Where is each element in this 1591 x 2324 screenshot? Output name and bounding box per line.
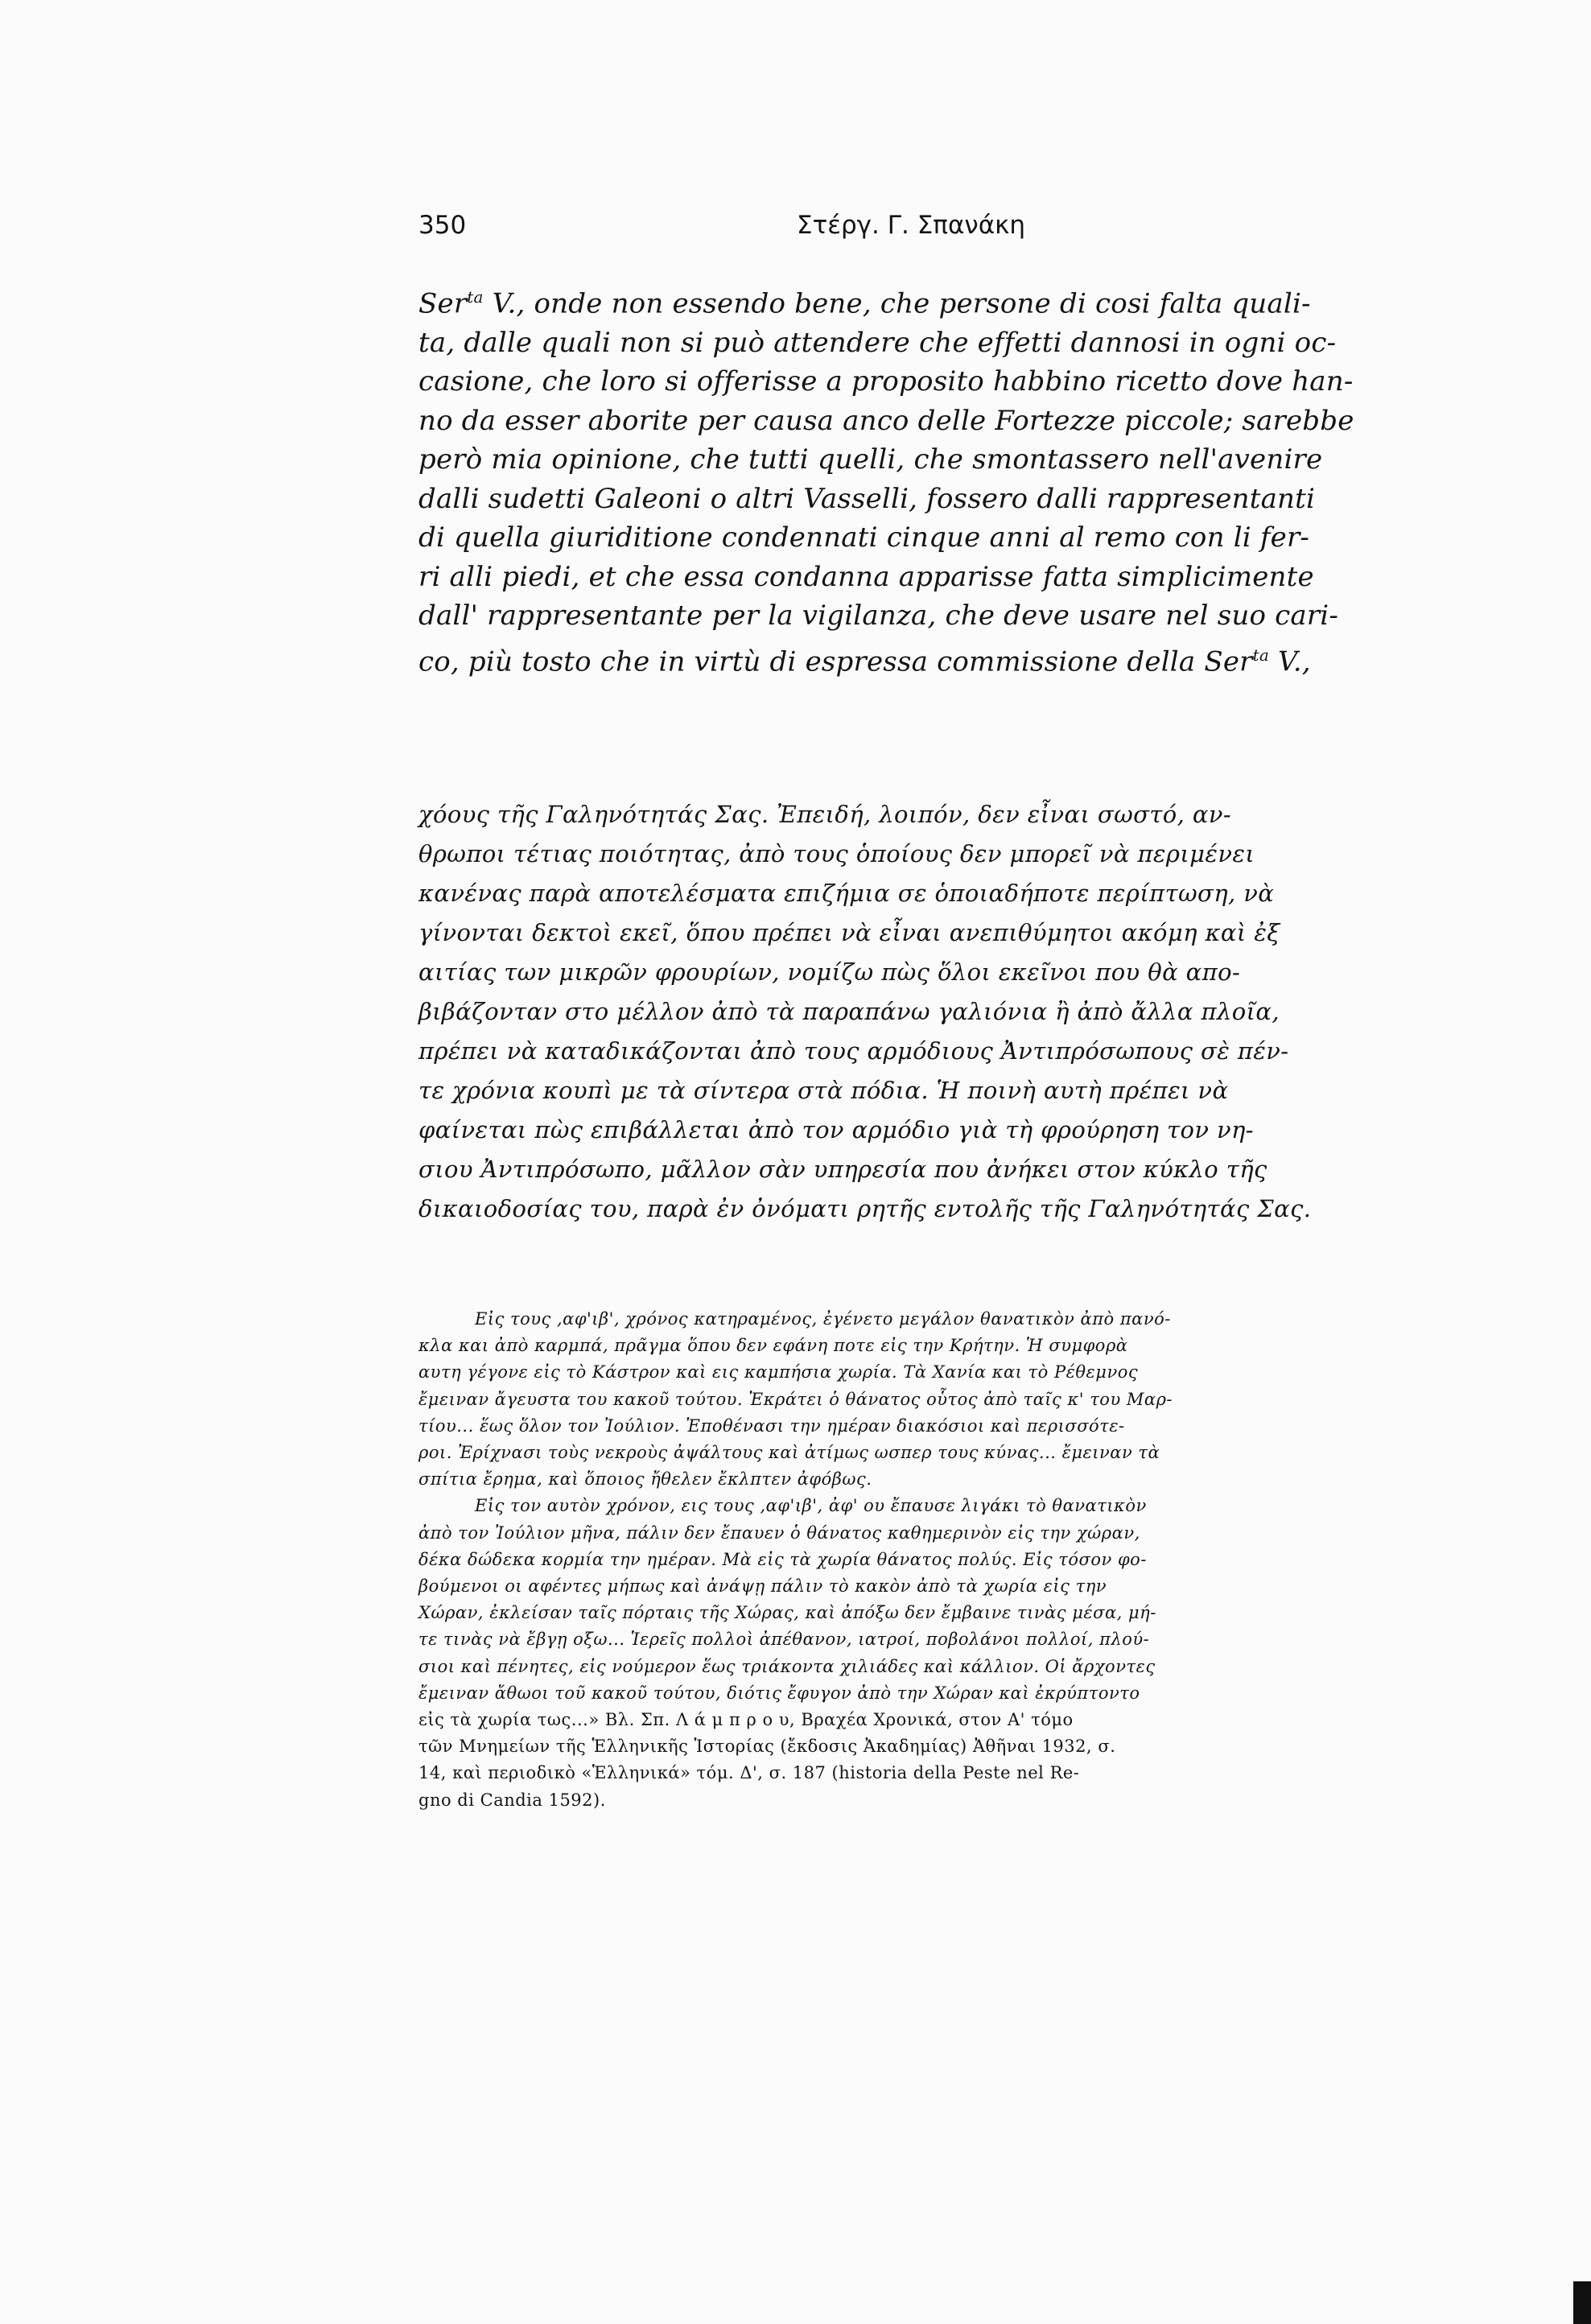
text-line: αιτίας των μικρῶν φρουρίων, νομίζω πὼς ὅλοι εκεῖνοι που θὰ απο- (418, 958, 1241, 986)
footnote-line: σπίτια ἔρημα, καὶ ὅποιος ἤθελεν ἔκλπτεν ἀφόβως. (418, 1469, 872, 1490)
footnote-line: ροι. Ἐρίχνασι τοὺς νεκροὺς ἀψάλτους καὶ ἀτίμως ωσπερ τους κύνας... ἔμειναν τὰ (418, 1443, 1160, 1463)
footnote-line: βούμενοι οι αφέντες μήπως καὶ ἀνάψῃ πάλιν τὸ κακὸν ἀπὸ τὰ χωρία εἰς την (418, 1576, 1107, 1597)
footnote-line: δέκα δώδεκα κορμία την ημέραν. Μὰ εἰς τὰ χωρία θάνατος πολύς. Εἰς τόσον φο- (418, 1549, 1147, 1569)
text-line: no da esser aborite per causa anco delle Fortezze piccole; sarebbe (418, 404, 1354, 437)
text-line: ta, dalle quali non si può attendere che effetti dannosi in ogni oc- (418, 326, 1337, 359)
text-line: Ser$^{ta}$ V., onde non essendo bene, che persone di cosi falta quali- (418, 287, 1311, 320)
text-line: σιου Ἀντιπρόσωπο, μᾶλλον σὰν υπηρεσία που ἀνήκει στον κύκλο τῆς (418, 1156, 1267, 1183)
italian-quotation (418, 278, 1465, 682)
text-line: δικαιοδοσίας του, παρὰ ἐν ὀνόματι ρητῆς εντολῆς τῆς Γαληνότητάς Σας. (418, 1195, 1312, 1222)
text-line: πρέπει νὰ καταδικάζονται ἀπὸ τους αρμόδιους Ἀντιπρόσωπους σὲ πέν- (418, 1037, 1289, 1065)
text-line: dalli sudetti Galeoni o altri Vasselli, fossero dalli rappresentanti (418, 482, 1316, 515)
text-line: κανένας παρὰ αποτελέσματα επιζήμια σε ὁποιαδήποτε περίπτωση, νὰ (418, 880, 1275, 907)
footnote-line: ἔμειναν ἄγευστα του κακοῦ τούτου. Ἐκράτει ὁ θάνατος οὗτος ἀπὸ ταῖς κ' του Μαρ- (418, 1389, 1173, 1409)
footnote-line: ἀπὸ τον Ἰούλιον μῆνα, πάλιν δεν ἔπαυεν ὁ θάνατος καθημερινὸν εἰς την χώραν, (418, 1523, 1140, 1543)
footnote-line: σιοι καὶ πένητες, εἰς νούμερον ἕως τριάκοντα χιλιάδες καὶ κάλλιον. Οἱ ἄρχοντες (418, 1656, 1156, 1676)
footnote-line: τίου... ἕως ὅλον τον Ἰούλιον. Ἐποθένασι την ημέραν διακόσιοι καὶ περισσότε- (418, 1415, 1125, 1436)
footnote (418, 1306, 1465, 1814)
footnote-line: τε τινὰς νὰ ἔβγῃ οξω... Ἱερεῖς πολλοὶ ἀπέθανον, ιατροί, ποβολάνοι πολλοί, πλού- (418, 1630, 1150, 1650)
text-line: χόους τῆς Γαληνότητάς Σας. Ἐπειδή, λοιπόν, δεν εἶναι σωστό, αν- (418, 801, 1232, 828)
text-line: di quella giuriditione condennati cinque anni al remo con li fer- (418, 521, 1310, 554)
text-line: θρωποι τέτιας ποιότητας, ἀπὸ τους ὁποίους δεν μπορεῖ νὰ περιμένει (418, 840, 1255, 867)
text-line: φαίνεται πὼς επιβάλλεται ἀπὸ τον αρμόδιο γιὰ τὴ φρούρηση τον νη- (418, 1116, 1254, 1143)
text-line: co, più tosto che in virtù di espressa commissione della Ser$^{ta}$ V., (418, 645, 1311, 678)
footnote-line: gno di Candia 1592). (418, 1790, 606, 1810)
scan-edge-mark (1573, 2281, 1591, 2324)
footnote-line: Χώραν, ἐκλείσαν ταῖς πόρταις τῆς Χώρας, καὶ ἀπόξω δεν ἔμβαινε τινὰς μέσα, μή- (418, 1603, 1156, 1623)
footnote-line: Εἰς τον αυτὸν χρόνον, εις τους ,αφ'ιβ', ἀφ' ου ἔπαυσε λιγάκι τὸ θανατικὸν (475, 1496, 1147, 1516)
footnote-line: Εἰς τους ,αφ'ιβ', χρόνος κατηραμένος, ἐγένετο μεγάλον θανατικὸν ἀπὸ πανό- (475, 1309, 1171, 1329)
footnote-line: αυτη γέγονε εἰς τὸ Κάστρον καὶ εις καμπήσια χωρία. Τὰ Χανία και τὸ Ρέθεμνος (418, 1362, 1139, 1382)
footnote-line: 14, καὶ περιοδικὸ «Ἑλληνικά» τόμ. Δ', σ. 187 (historia della Peste nel Re- (418, 1763, 1080, 1783)
text-line: però mia opinione, che tutti quelli, che smontassero nell'avenire (418, 443, 1323, 476)
text-line: casione, che loro si offerisse a proposito habbino ricetto dove han- (418, 365, 1354, 398)
text-line: βιβάζονταν στο μέλλον ἀπὸ τὰ παραπάνω γαλιόνια ἢ ἀπὸ ἄλλα πλοῖα, (418, 998, 1280, 1025)
page-number: 350 (418, 211, 467, 240)
running-head: Στέργ. Γ. Σπανάκη (797, 211, 1026, 240)
footnote-line: ἔμειναν ἄθωοι τοῦ κακοῦ τούτου, διότις ἔφυγον ἀπὸ την Χώραν καὶ ἐκρύπτοντο (418, 1683, 1140, 1703)
footnote-line: εἰς τὰ χωρία τως...» Βλ. Σπ. Λ ά μ π ρ ο υ, Βραχέα Χρονικά, στον Α' τόμο (418, 1710, 1074, 1730)
text-line: τε χρόνια κουπὶ με τὰ σίντερα στὰ πόδια. Ἡ ποινὴ αυτὴ πρέπει νὰ (418, 1077, 1229, 1104)
text-line: dall' rappresentante per la vigilanza, che deve usare nel suo cari- (418, 600, 1339, 633)
text-line: γίνονται δεκτοὶ εκεῖ, ὅπου πρέπει νὰ εἶναι ανεπιθύμητοι ακόμη καὶ ἐξ (418, 919, 1280, 946)
footnote-line: τῶν Μνημείων τῆς Ἑλληνικῆς Ἱστορίας (ἔκδοσις Ἀκαδημίας) Ἀθῆναι 1932, σ. (418, 1737, 1116, 1757)
greek-translation (418, 795, 1465, 1229)
text-line: ri alli piedi, et che essa condanna apparisse fatta simplicimente (418, 560, 1314, 593)
footnote-line: κλα και ἀπὸ καρμπά, πρᾶγμα ὅπου δεν εφάνη ποτε εἰς την Κρήτην. Ἡ συμφορὰ (418, 1336, 1128, 1356)
